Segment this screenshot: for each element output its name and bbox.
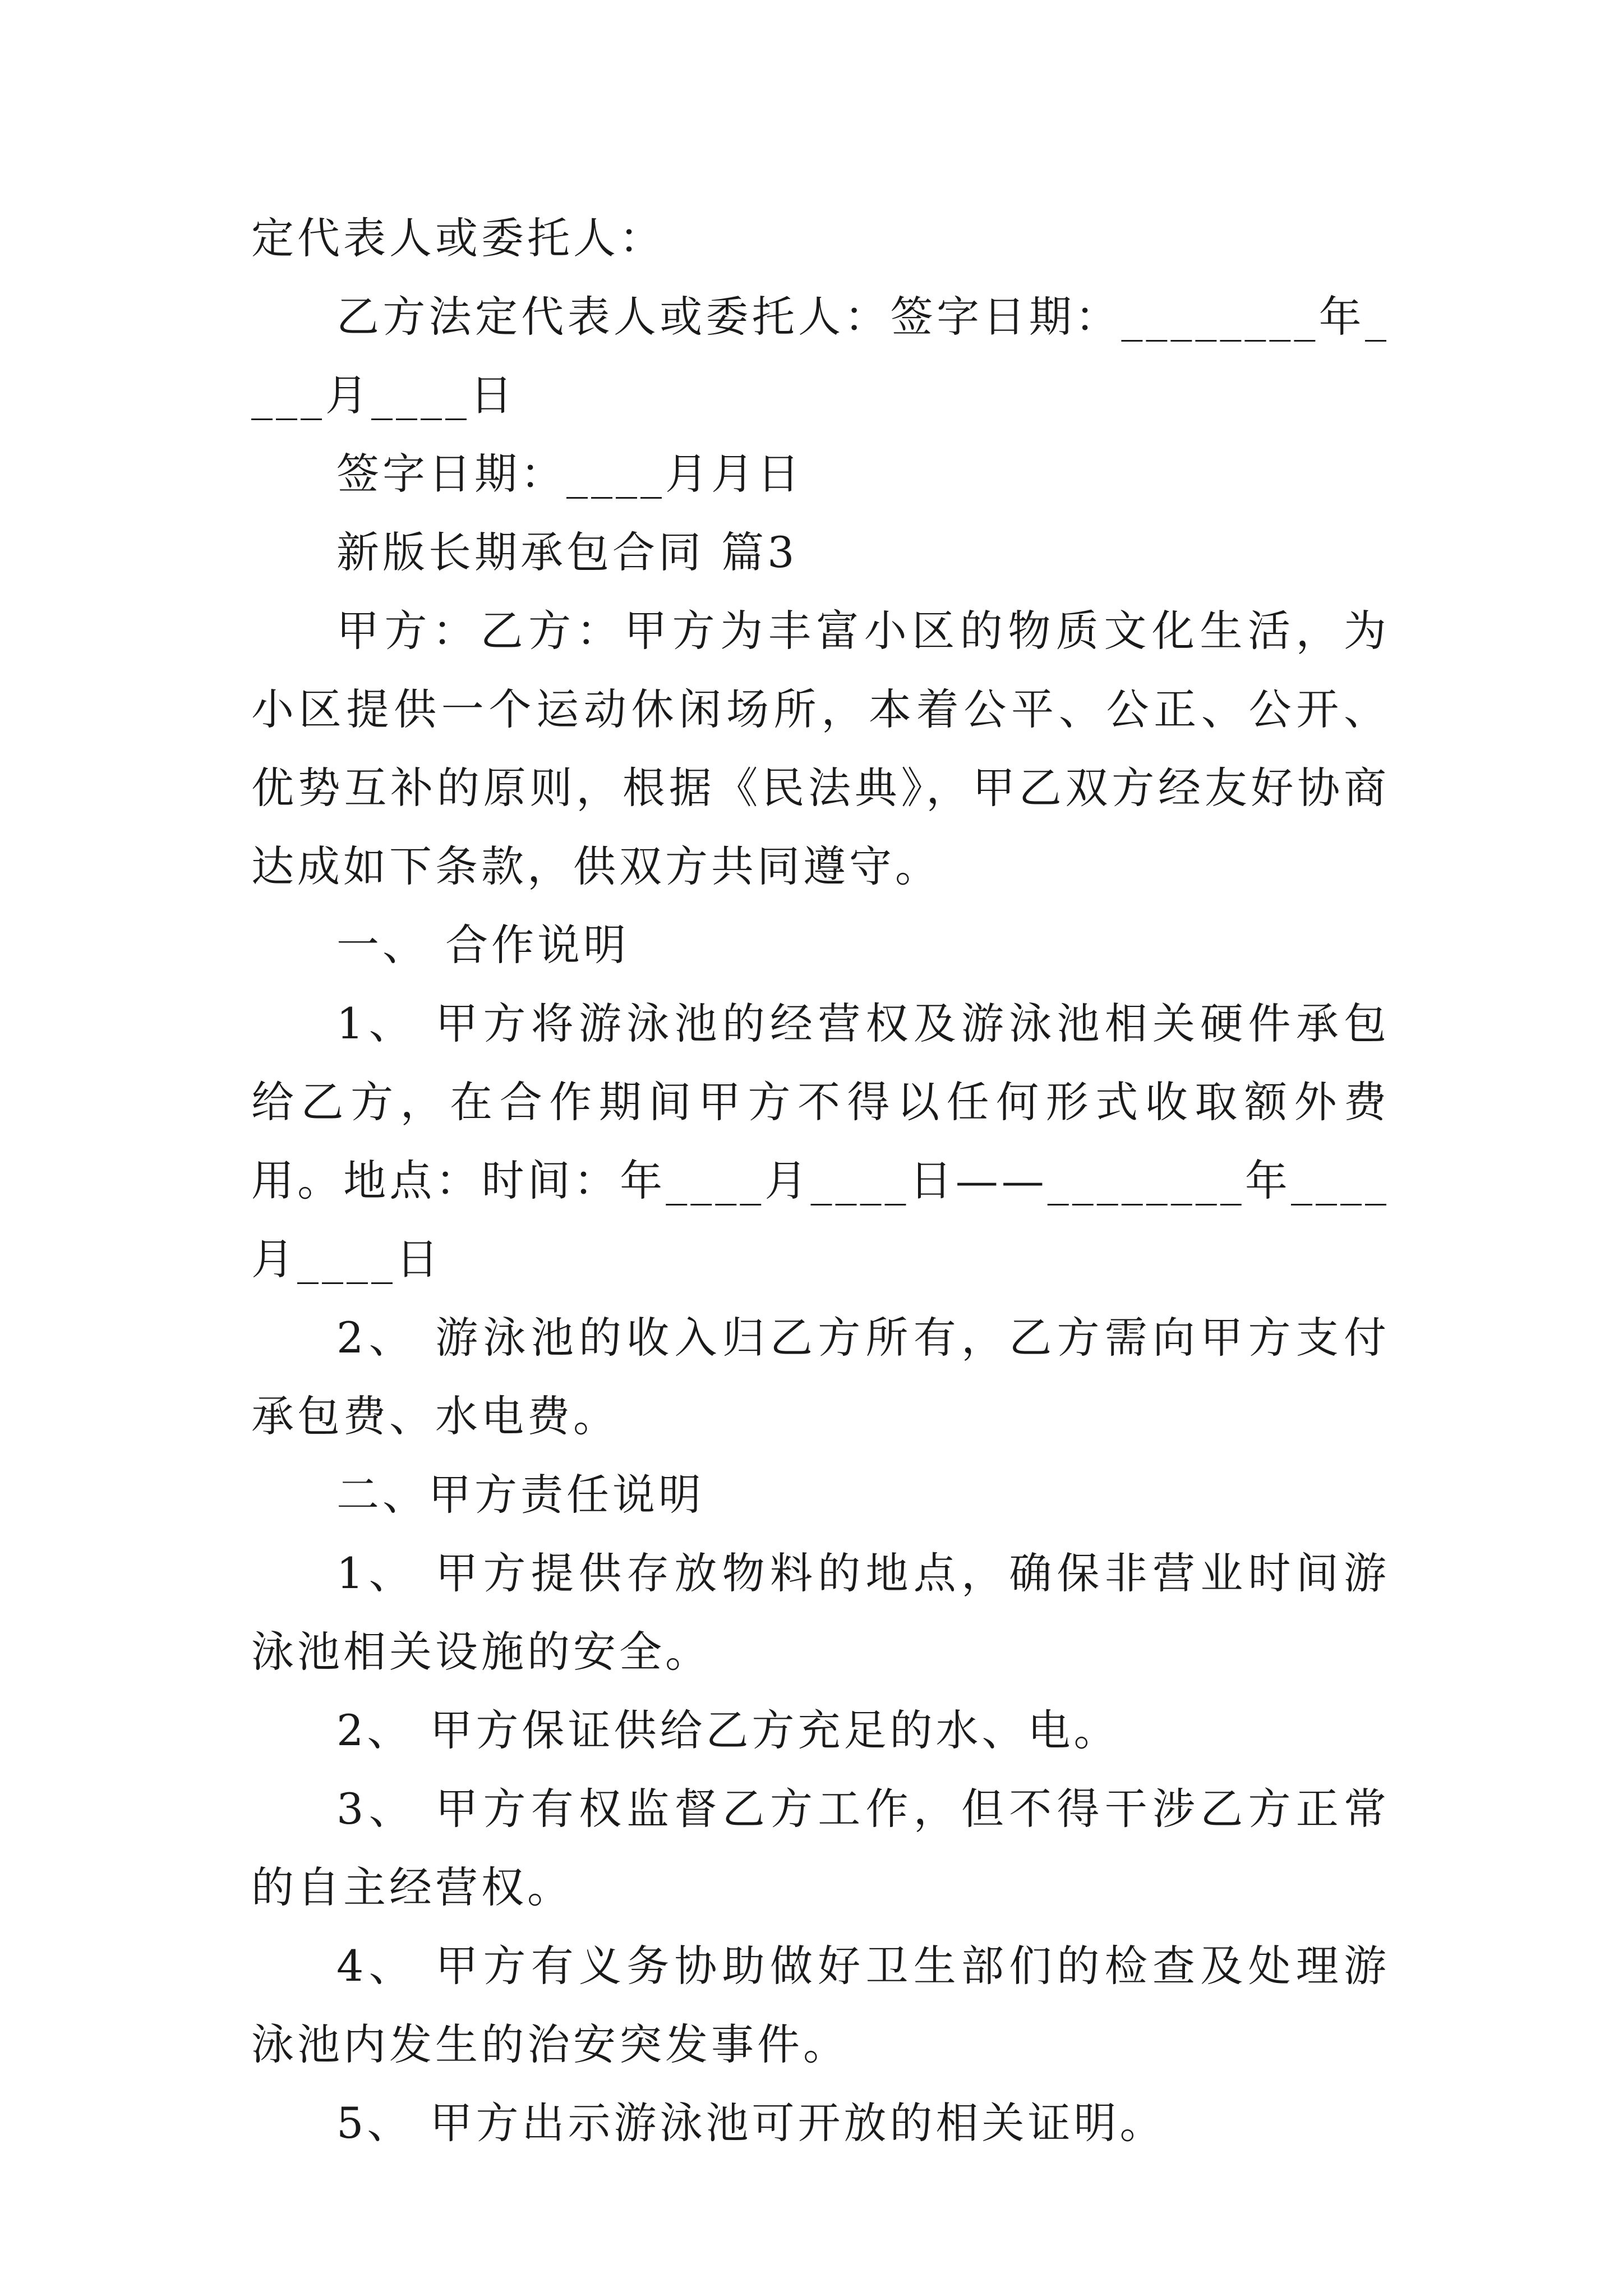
paragraph-party-b-signature-date: 乙方法定代表人或委托人：签字日期：________年____月____日 bbox=[251, 292, 1390, 420]
heading-cooperation: 一、 合作说明 bbox=[336, 920, 630, 970]
heading-party-a-responsibilities: 二、甲方责任说明 bbox=[336, 1470, 704, 1520]
paragraph-signatory-continuation: 定代表人或委托人： bbox=[251, 213, 665, 263]
clause-party-a-1: 1、 甲方提供存放物料的地点，确保非营业时间游泳池相关设施的安全。 bbox=[251, 1548, 1390, 1677]
clause-cooperation-2: 2、 游泳池的收入归乙方所有，乙方需向甲方支付承包费、水电费。 bbox=[251, 1313, 1390, 1441]
clause-party-a-3: 3、 甲方有权监督乙方工作，但不得干涉乙方正常的自主经营权。 bbox=[251, 1784, 1390, 1912]
paragraph-signature-date: 签字日期：____月月日 bbox=[336, 449, 803, 499]
paragraph-preamble: 甲方：乙方：甲方为丰富小区的物质文化生活，为小区提供一个运动休闲场所，本着公平、公正、公开、优势互补的原则，根据《民法典》，甲乙双方经友好协商达成如下条款，供双方共同遵守。 bbox=[251, 606, 1390, 891]
clause-party-a-4: 4、 甲方有义务协助做好卫生部们的检查及处理游泳池内发生的治安突发事件。 bbox=[251, 1941, 1390, 2069]
section-title-contract-3: 新版长期承包合同 篇3 bbox=[336, 527, 798, 577]
clause-cooperation-1: 1、 甲方将游泳池的经营权及游泳池相关硬件承包给乙方，在合作期间甲方不得以任何形式收取额外费用。地点：时间：年____月____日——________年____月____日 bbox=[251, 999, 1390, 1284]
clause-party-a-5: 5、 甲方出示游泳池可开放的相关证明。 bbox=[336, 2098, 1166, 2148]
document-body bbox=[251, 199, 1390, 2162]
clause-party-a-2: 2、 甲方保证供给乙方充足的水、电。 bbox=[336, 1705, 1120, 1755]
